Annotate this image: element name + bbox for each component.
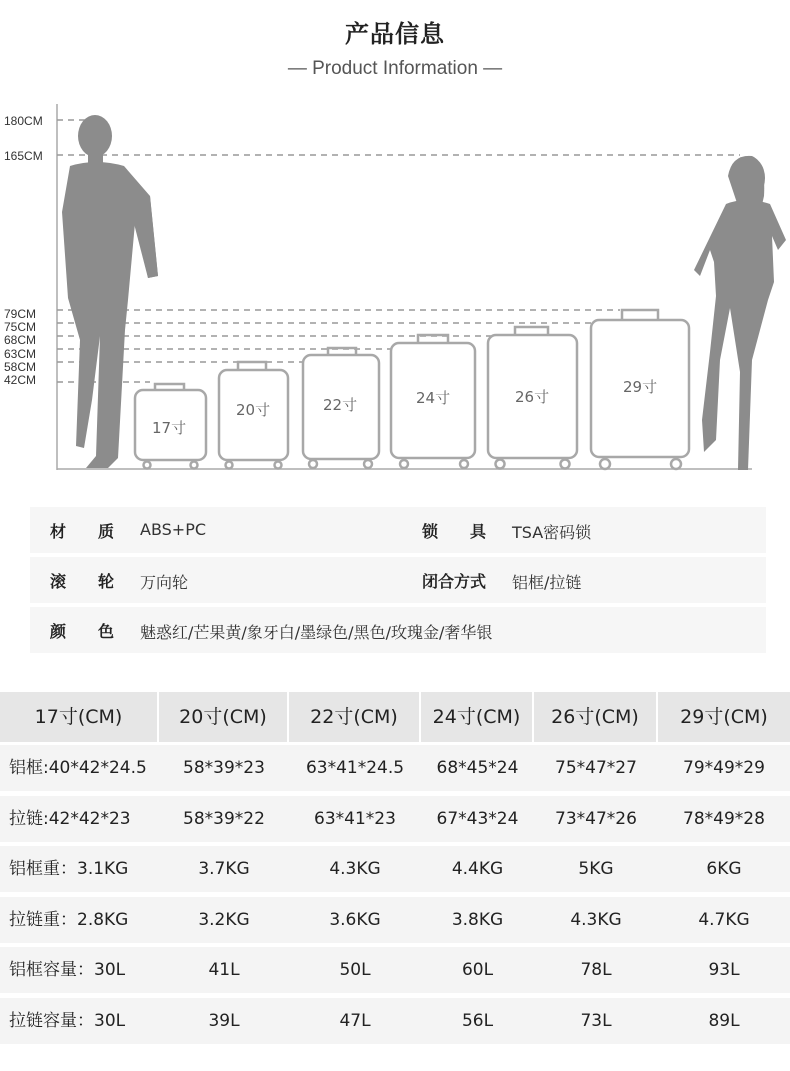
- spec-cell: 41L: [208, 960, 240, 980]
- spec-cell: 75*47*27: [555, 758, 637, 778]
- spec-row-zipper-size: [0, 796, 790, 842]
- wheel-label: 滚 轮: [50, 572, 115, 591]
- spec-cell: 73*47*26: [555, 808, 637, 829]
- spec-cell: 63*41*24.5: [305, 758, 405, 778]
- axis-label-79: 79CM: [4, 307, 37, 321]
- axis-label-165: 165CM: [4, 149, 43, 163]
- spec-cell: 67*43*24: [436, 808, 519, 829]
- spec-cell: 4.3KG: [329, 859, 381, 879]
- spec-cell: 78L: [580, 960, 612, 980]
- axis-label-63: 63CM: [4, 347, 37, 361]
- suitcase-label-17: 17寸: [152, 419, 187, 437]
- spec-cell: 73L: [580, 1010, 612, 1031]
- lock-value: TSA密码锁: [512, 523, 592, 542]
- spec-cell: 63*41*23: [314, 808, 396, 829]
- closure-value: 铝框/拉链: [512, 573, 582, 592]
- suitcase-label-20: 20寸: [236, 401, 271, 419]
- suitcase-label-29: 29寸: [623, 378, 658, 396]
- spec-cell: 60L: [461, 960, 494, 980]
- spec-cell: 50L: [339, 960, 371, 980]
- color-value: 魅惑红/芒果黄/象牙白/墨绿色/黑色/玫瑰金/奢华银: [140, 623, 493, 642]
- page-title: 产品信息: [345, 20, 445, 48]
- spec-cell: 3.7KG: [198, 859, 250, 879]
- spec-cell: 4.7KG: [698, 909, 750, 930]
- spec-cell: 78*49*28: [683, 808, 765, 829]
- wheel-value: 万向轮: [140, 573, 189, 592]
- header-24: 24寸(CM): [421, 692, 534, 742]
- axis-label-68: 68CM: [4, 333, 37, 347]
- header-17: 17寸(CM): [0, 692, 159, 742]
- spec-cell: 3.8KG: [451, 909, 504, 930]
- spec-cell: 3.2KG: [198, 909, 250, 930]
- spec-row-frame-weight: [0, 846, 790, 892]
- spec-cell: 铝框重：3.1KG: [9, 859, 129, 879]
- suitcase-label-22: 22寸: [323, 396, 358, 414]
- spec-cell: 93L: [708, 960, 740, 980]
- spec-row-frame-size: [0, 745, 790, 791]
- axis-label-58: 58CM: [4, 360, 37, 374]
- suitcase-label-24: 24寸: [416, 389, 451, 407]
- spec-row-zipper-capacity: [0, 998, 790, 1044]
- suitcase-label-26: 26寸: [515, 388, 550, 406]
- spec-cell: 4.3KG: [570, 909, 622, 930]
- spec-cell: 4.4KG: [451, 859, 504, 879]
- spec-cell: 铝框:40*42*24.5: [9, 758, 147, 778]
- axis-label-75: 75CM: [4, 320, 37, 334]
- page-subtitle: — Product Information —: [287, 58, 503, 79]
- info-row-color: [30, 607, 766, 653]
- female-figure-icon: [694, 156, 786, 470]
- spec-cell: 56L: [461, 1010, 494, 1031]
- header-29: 29寸(CM): [680, 706, 768, 728]
- closure-label: 闭合方式: [422, 572, 487, 591]
- spec-cell: 5KG: [578, 859, 614, 879]
- spec-cell: 79*49*29: [683, 758, 765, 778]
- info-row-material-lock: [30, 507, 766, 553]
- spec-table-header: [0, 692, 790, 742]
- spec-cell: 39L: [208, 1010, 240, 1031]
- spec-row-zipper-weight: [0, 897, 790, 943]
- material-label: 材 质: [50, 522, 115, 541]
- spec-cell: 铝框容量：30L: [9, 960, 126, 980]
- spec-cell: 89L: [708, 1010, 740, 1031]
- spec-cell: 58*39*22: [183, 808, 265, 829]
- material-value: ABS+PC: [140, 520, 207, 539]
- spec-cell: 58*39*23: [183, 758, 265, 778]
- spec-cell: 6KG: [706, 859, 742, 879]
- size-comparison-diagram: [0, 95, 790, 480]
- spec-cell: 3.6KG: [329, 909, 381, 930]
- header-22: 22寸(CM): [289, 692, 421, 742]
- spec-cell: 拉链:42*42*23: [9, 808, 131, 829]
- lock-label: 锁 具: [422, 522, 487, 541]
- header-26: 26寸(CM): [534, 692, 658, 742]
- spec-cell: 68*45*24: [436, 758, 519, 778]
- spec-cell: 47L: [339, 1010, 371, 1031]
- axis-label-180: 180CM: [4, 114, 43, 128]
- spec-cell: 拉链重：2.8KG: [9, 909, 129, 930]
- header-20: 20寸(CM): [159, 692, 289, 742]
- spec-cell: 拉链容量：30L: [9, 1010, 126, 1031]
- axis-label-42: 42CM: [4, 373, 37, 387]
- color-label: 颜 色: [50, 622, 115, 641]
- info-row-wheel-closure: [30, 557, 766, 603]
- spec-row-frame-capacity: [0, 947, 790, 993]
